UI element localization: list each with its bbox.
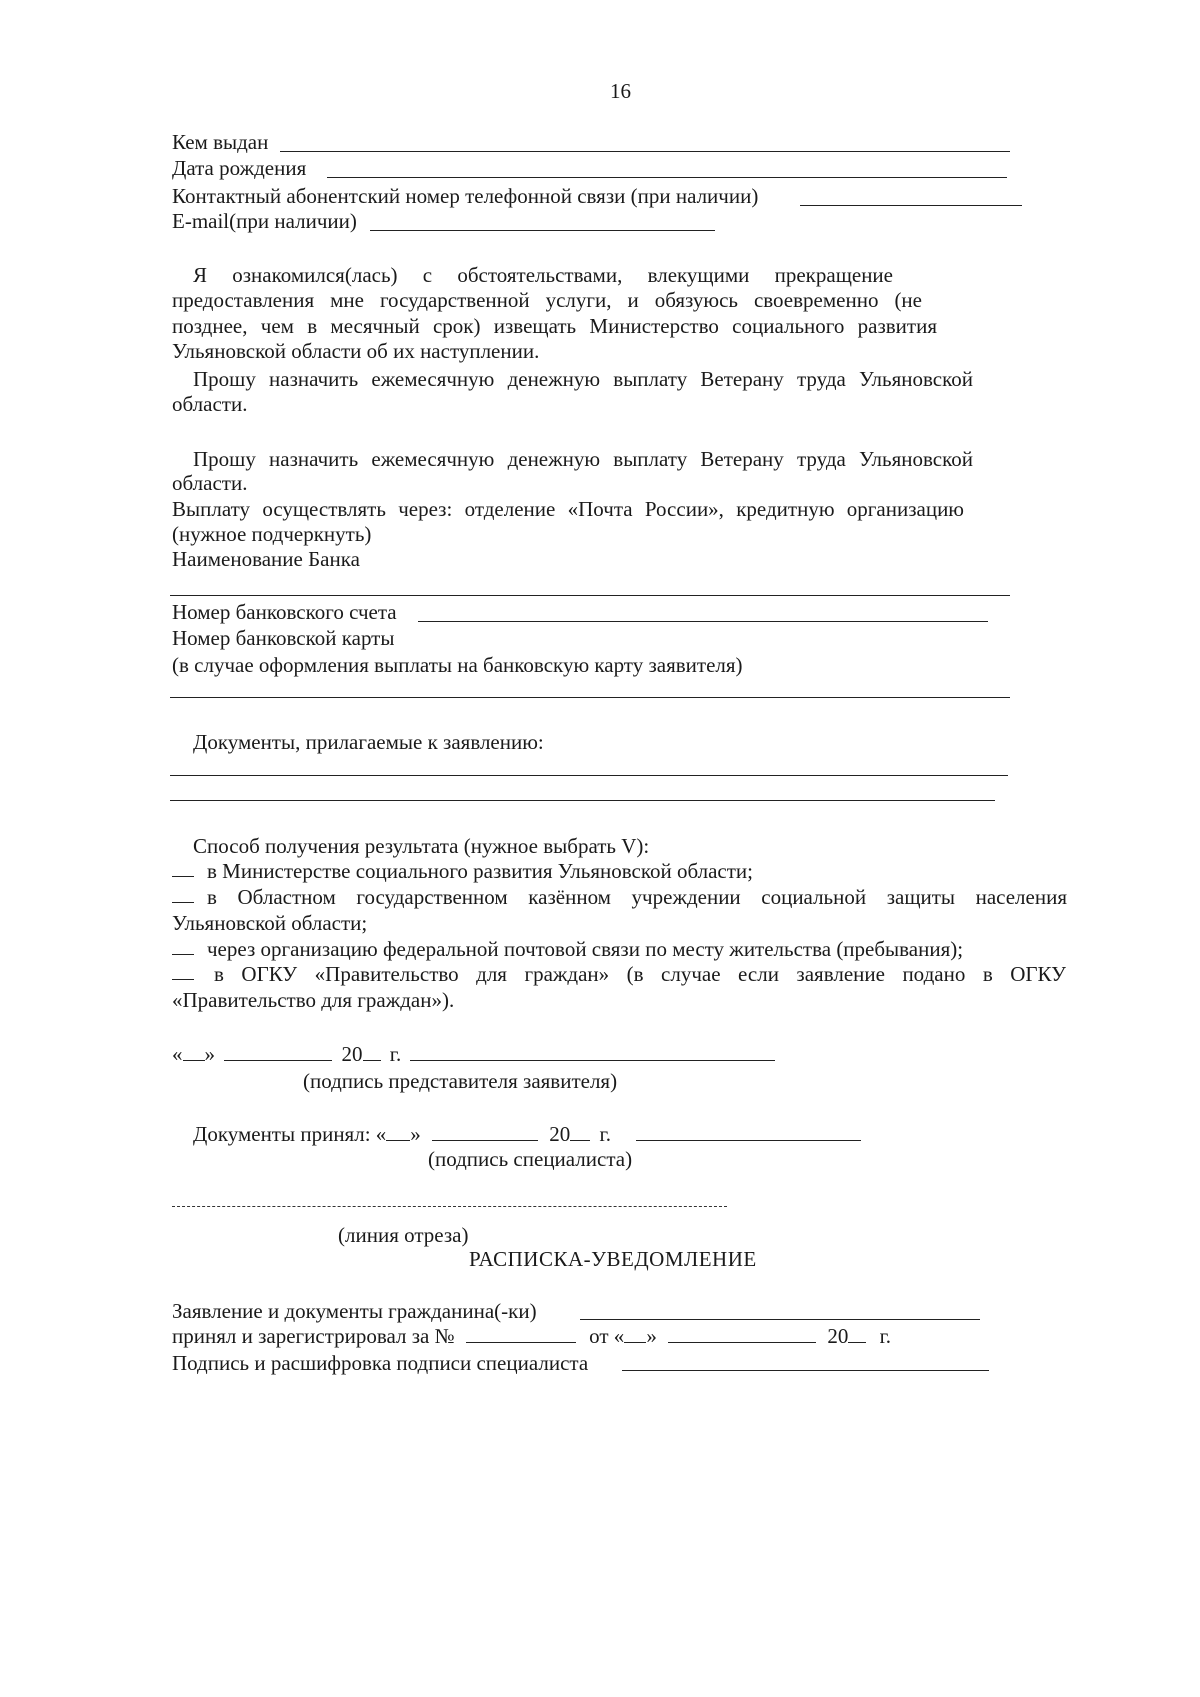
option3-text: через организацию федеральной почтовой связи по месту жительства (пребывания);: [207, 937, 964, 961]
card-label: Номер банковской карты: [172, 626, 395, 650]
signature2-date: [193, 1121, 611, 1147]
receipt-line2: [172, 1323, 891, 1349]
quote-open: «: [172, 1042, 183, 1066]
year-prefix: 20: [549, 1122, 571, 1146]
number-blank[interactable]: [466, 1324, 576, 1343]
month-blank[interactable]: [224, 1042, 332, 1061]
documents-line-1: [170, 775, 1008, 776]
receipt-citizen-line[interactable]: [580, 1319, 980, 1320]
card-line: [170, 697, 1010, 698]
quote-close: »: [204, 1042, 215, 1066]
receipt-line1-label: Заявление и документы гражданина(-ки): [172, 1299, 537, 1323]
receipt-line3-label: Подпись и расшифровка подписи специалиста: [172, 1351, 589, 1375]
birth-date-line: [327, 177, 1007, 178]
option4-line1: в ОГКУ «Правительство для граждан» (в случае если заявление подано в ОГКУ: [214, 962, 1066, 986]
payment-line1: Выплату осуществлять через: отделение «Почта России», кредитную организацию: [172, 497, 964, 521]
signature2-caption: (подпись специалиста): [428, 1147, 633, 1171]
page-number: 16: [610, 79, 631, 103]
email-line: [370, 230, 715, 231]
card-note: (в случае оформления выплаты на банковскую карту заявителя): [172, 653, 743, 677]
email-label: E-mail(при наличии): [172, 209, 357, 233]
para3-line1: Прошу назначить ежемесячную денежную выплату Ветерану труда Ульяновской: [193, 447, 973, 471]
month-blank[interactable]: [432, 1122, 538, 1141]
year-prefix: 20: [827, 1324, 849, 1348]
bank-name-line: [170, 595, 1010, 596]
signature2-label: Документы принял: «: [193, 1122, 387, 1146]
option1-text: в Министерстве социального развития Ульяновской области;: [207, 859, 753, 883]
birth-date-label: Дата рождения: [172, 156, 307, 180]
issued-by-line: [280, 151, 1010, 152]
quote-close: »: [410, 1122, 421, 1146]
option4-line2: «Правительство для граждан»).: [172, 988, 455, 1012]
para1-line4: Ульяновской области об их наступлении.: [172, 339, 540, 363]
signature1-caption: (подпись представителя заявителя): [303, 1069, 618, 1093]
option3-checkbox[interactable]: [172, 940, 194, 955]
signature1-date: [172, 1041, 401, 1067]
year-blank[interactable]: [363, 1042, 381, 1061]
day-blank[interactable]: [386, 1122, 410, 1141]
receipt-title: РАСПИСКА-УВЕДОМЛЕНИЕ: [469, 1247, 757, 1271]
documents-label: Документы, прилагаемые к заявлению:: [193, 730, 544, 754]
year-blank[interactable]: [848, 1324, 866, 1343]
signature1-line[interactable]: [410, 1060, 775, 1061]
payment-note: (нужное подчеркнуть): [172, 522, 372, 546]
phone-label: Контактный абонентский номер телефонной связи (при наличии): [172, 184, 759, 208]
year-prefix: 20: [341, 1042, 363, 1066]
quote-close: »: [646, 1324, 657, 1348]
issued-by-label: Кем выдан: [172, 130, 269, 154]
day-blank[interactable]: [624, 1324, 646, 1343]
option2-line1: в Областном государственном казённом учреждении социальной защиты населения: [207, 885, 1067, 909]
option2-checkbox[interactable]: [172, 888, 194, 903]
account-label: Номер банковского счета: [172, 600, 397, 624]
year-blank[interactable]: [570, 1122, 590, 1141]
year-suffix: г.: [389, 1042, 402, 1066]
receipt-signature-line[interactable]: [622, 1370, 989, 1371]
para1-line3: позднее, чем в месячный срок) извещать Министерство социального развития: [172, 314, 937, 338]
year-suffix: г.: [599, 1122, 612, 1146]
para2-line1: Прошу назначить ежемесячную денежную выплату Ветерану труда Ульяновской: [193, 367, 973, 391]
option4-checkbox[interactable]: [172, 965, 194, 980]
signature2-line[interactable]: [636, 1140, 861, 1141]
bank-name-label: Наименование Банка: [172, 547, 360, 571]
registered-label: принял и зарегистрировал за №: [172, 1324, 455, 1348]
cut-line: [172, 1206, 727, 1207]
from-label: от «: [589, 1324, 625, 1348]
para1-line1: Я ознакомился(лась) с обстоятельствами, влекущими прекращение: [193, 263, 893, 287]
documents-line-2: [170, 800, 995, 801]
cut-line-caption: (линия отреза): [338, 1223, 469, 1247]
para1-line2: предоставления мне государственной услуги, и обязуюсь своевременно (не: [172, 288, 922, 312]
day-blank[interactable]: [183, 1042, 205, 1061]
para3-line2: области.: [172, 471, 248, 495]
option1-checkbox[interactable]: [172, 862, 194, 877]
month-blank[interactable]: [668, 1324, 816, 1343]
result-method-title: Способ получения результата (нужное выбрать V):: [193, 834, 650, 858]
para2-line2: области.: [172, 392, 248, 416]
year-suffix: г.: [879, 1324, 892, 1348]
account-line: [418, 621, 988, 622]
phone-line: [800, 205, 1022, 206]
option2-line2: Ульяновской области;: [172, 911, 368, 935]
